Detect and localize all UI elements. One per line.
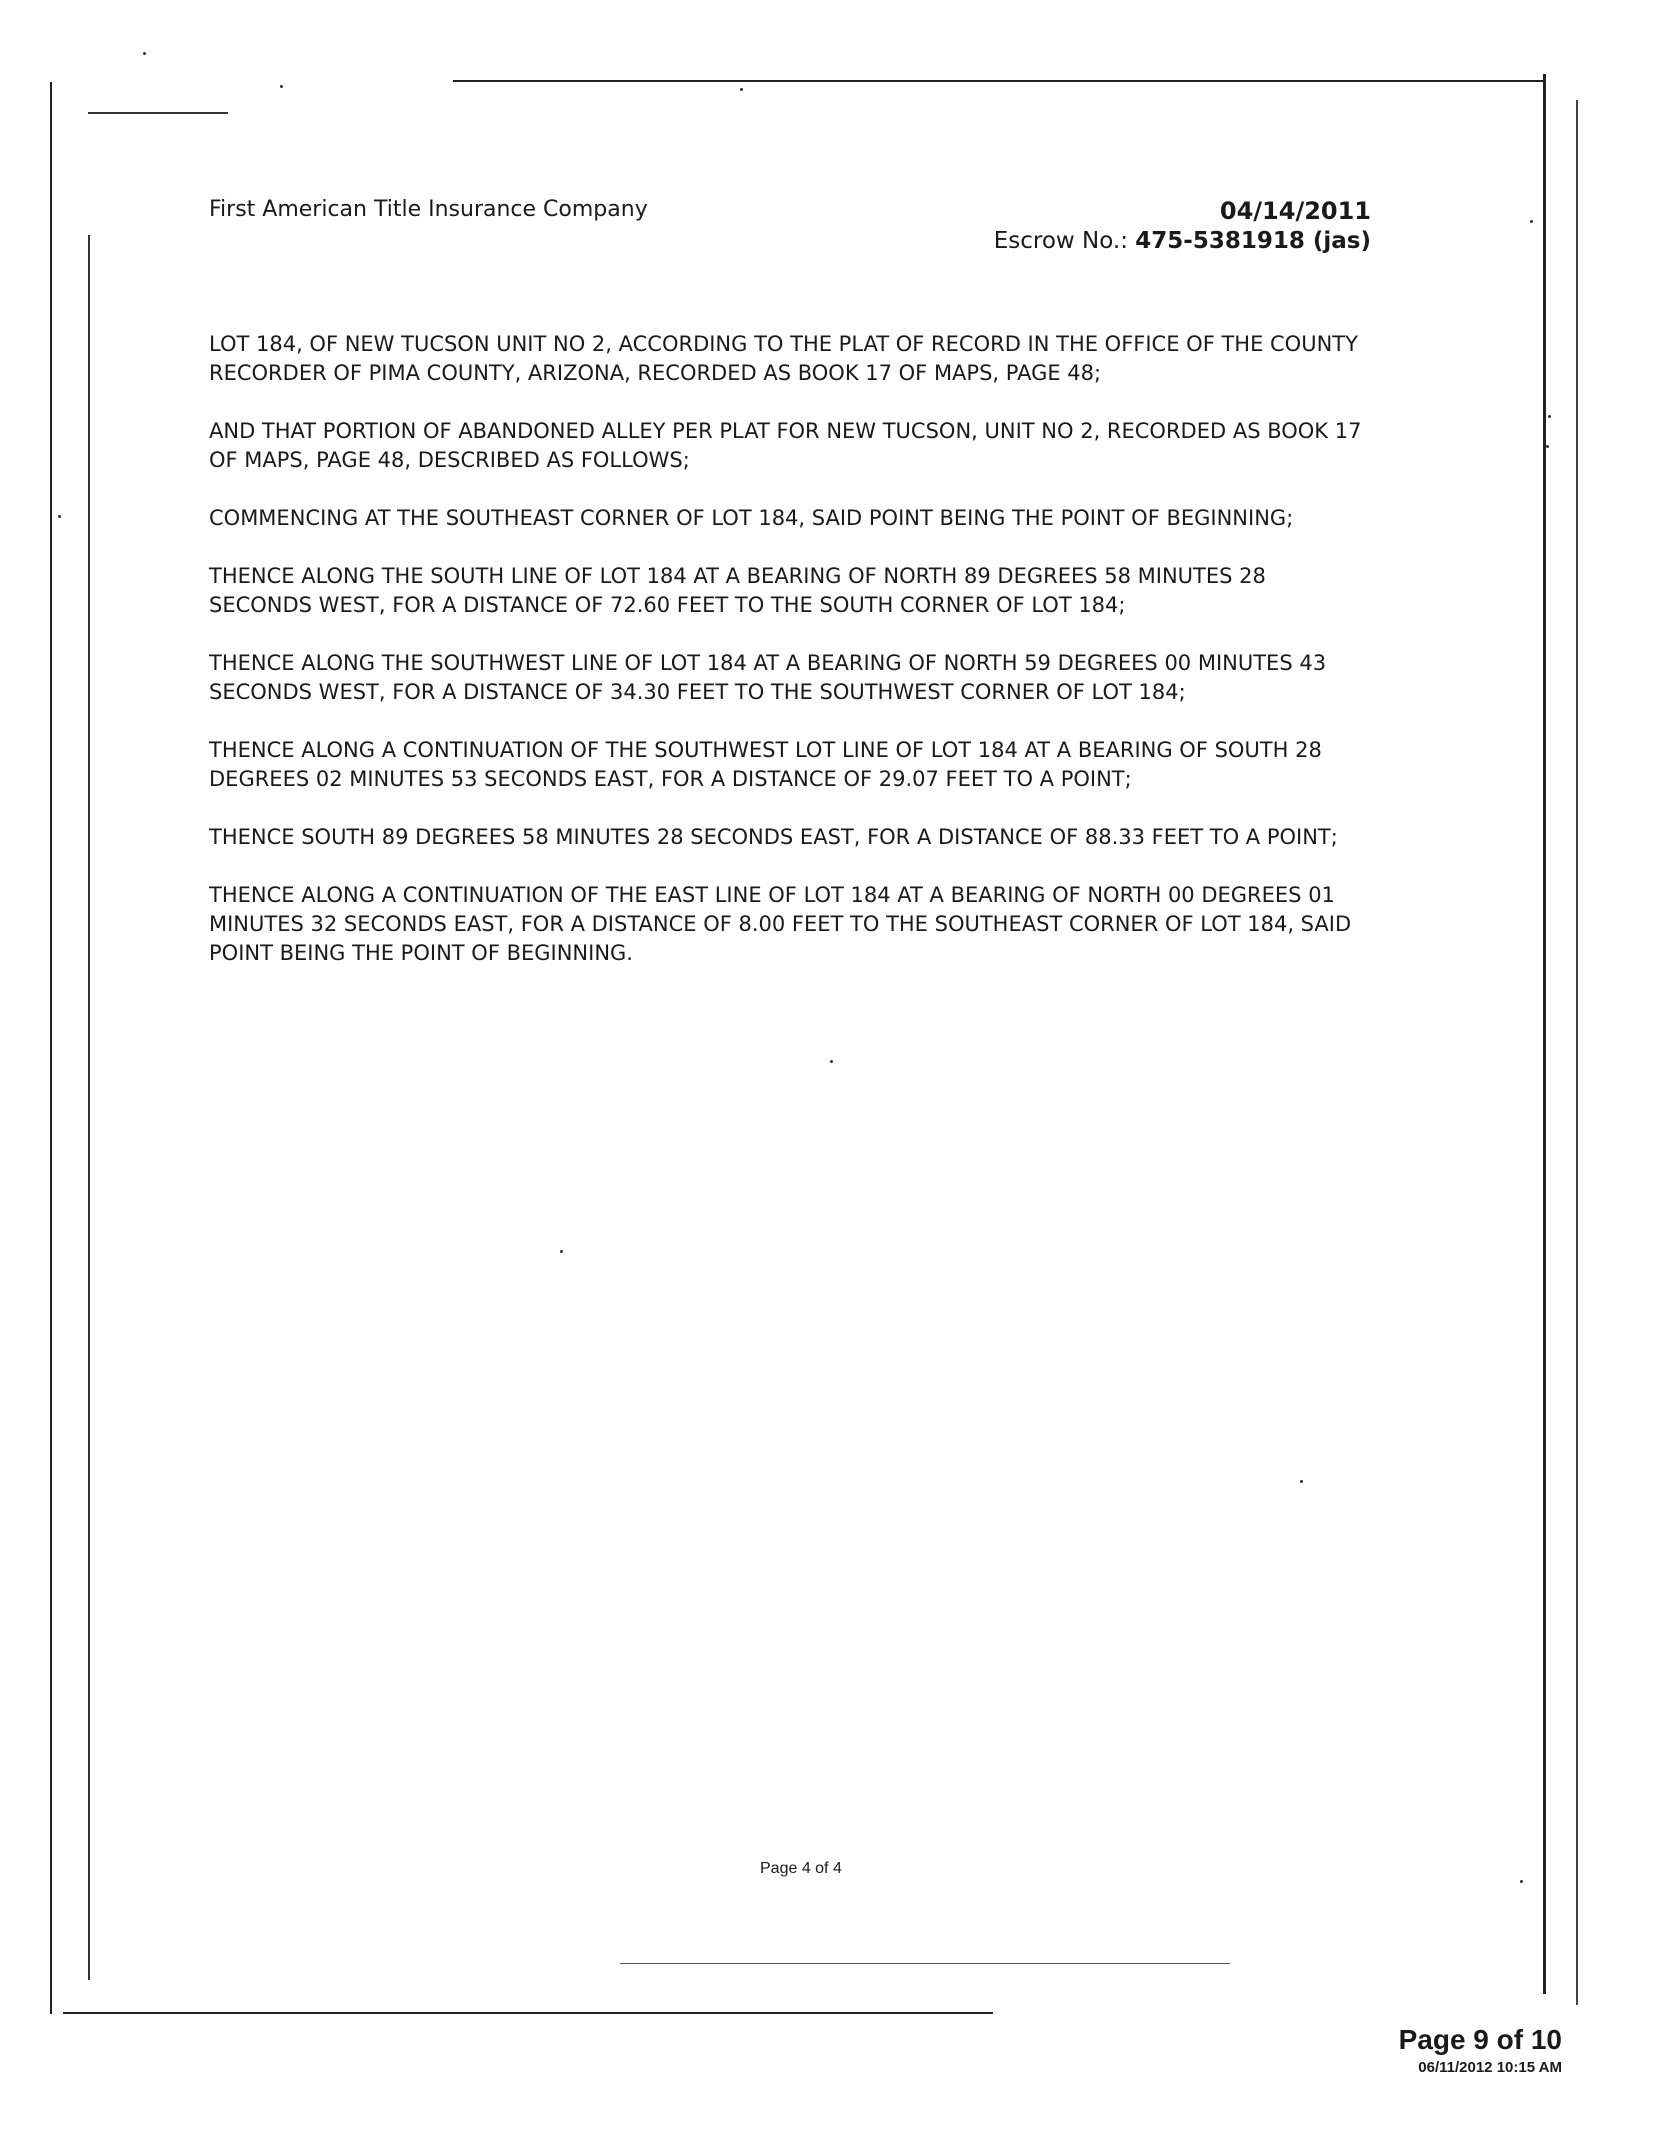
fax-timestamp: 06/11/2012 10:15 AM [1418,2059,1562,2076]
escrow-label: Escrow No.: [993,228,1128,254]
scan-speck [58,515,61,518]
legal-paragraph: COMMENCING AT THE SOUTHEAST CORNER OF LOT 184, SAID POINT BEING THE POINT OF BEGINNING; [209,506,1294,530]
inner-page-number: Page 4 of 4 [760,1860,842,1877]
scan-border-top [453,80,1546,82]
scan-speck [1530,220,1533,223]
scan-border-top-left [88,112,228,114]
legal-paragraph: THENCE ALONG A CONTINUATION OF THE SOUTHWEST LOT LINE OF LOT 184 AT A BEARING OF SOUTH 28 DEGREES 02 MINUTES 53 SECONDS EAST, FOR A DISTANCE OF 29.07 FEET TO A POINT; [209,738,1322,791]
legal-paragraph: THENCE ALONG A CONTINUATION OF THE EAST LINE OF LOT 184 AT A BEARING OF NORTH 00 DEGREES 01 MINUTES 32 SECONDS EAST, FOR A DISTANCE OF 8.00 FEET TO THE SOUTHEAST CORNER OF LOT 184, SAID POINT BEING THE POINT OF BEGINNING. [209,883,1352,965]
fax-page-number: Page 9 of 10 [1398,2024,1562,2055]
scan-speck [1548,415,1551,418]
scan-speck [1546,445,1549,448]
scan-speck [560,1250,563,1253]
scan-speck [1520,1880,1523,1883]
scan-border-right [1543,74,1546,1994]
document-date: 04/14/2011 [1219,197,1371,225]
legal-paragraph: LOT 184, OF NEW TUCSON UNIT NO 2, ACCORDING TO THE PLAT OF RECORD IN THE OFFICE OF THE COUNTY RECORDER OF PIMA COUNTY, ARIZONA, RECORDED AS BOOK 17 OF MAPS, PAGE 48; [209,332,1358,385]
scan-speck [830,1060,833,1063]
company-name: First American Title Insurance Company [209,197,648,222]
scan-border-outer-right [1576,100,1578,2005]
scan-speck [143,52,146,55]
legal-paragraph: THENCE ALONG THE SOUTHWEST LINE OF LOT 184 AT A BEARING OF NORTH 59 DEGREES 00 MINUTES 43 SECONDS WEST, FOR A DISTANCE OF 34.30 FEET TO THE SOUTHWEST CORNER OF LOT 184; [209,651,1327,704]
scan-border-inner-left [88,235,90,1980]
scan-border-bottom-inner [620,1963,1230,1964]
escrow-number: 475-5381918 (jas) [1135,228,1371,254]
scan-speck [280,85,283,88]
legal-description [209,330,1419,997]
scan-border-left [50,82,52,2014]
scan-speck [740,88,743,91]
scan-border-bottom [63,2012,993,2014]
legal-paragraph: THENCE ALONG THE SOUTH LINE OF LOT 184 AT A BEARING OF NORTH 89 DEGREES 58 MINUTES 28 SECONDS WEST, FOR A DISTANCE OF 72.60 FEET TO THE SOUTH CORNER OF LOT 184; [209,564,1266,617]
legal-paragraph: THENCE SOUTH 89 DEGREES 58 MINUTES 28 SECONDS EAST, FOR A DISTANCE OF 88.33 FEET TO A POINT; [209,825,1338,849]
escrow-line [994,228,1371,254]
scan-speck [1300,1480,1303,1483]
legal-paragraph: AND THAT PORTION OF ABANDONED ALLEY PER PLAT FOR NEW TUCSON, UNIT NO 2, RECORDED AS BOOK 17 OF MAPS, PAGE 48, DESCRIBED AS FOLLOWS; [209,419,1362,472]
